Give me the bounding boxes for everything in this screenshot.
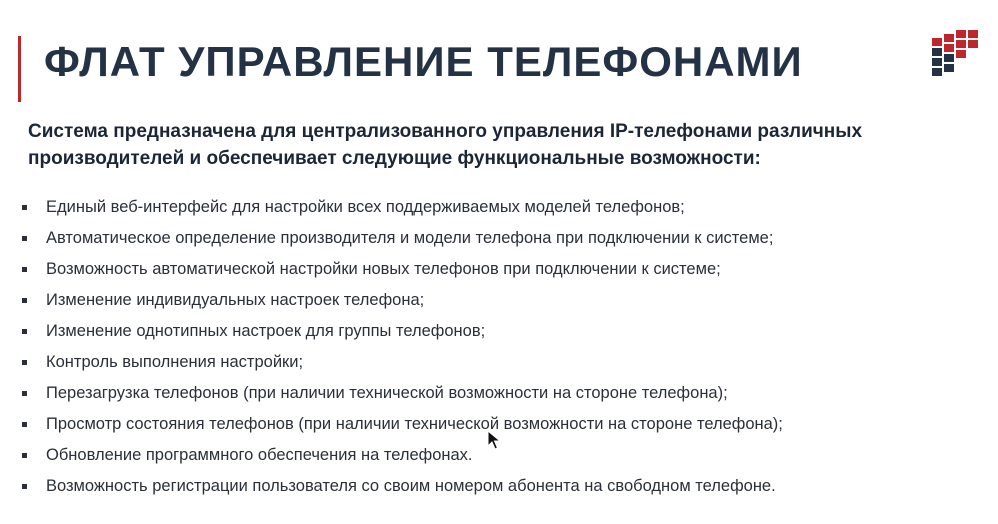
square-bullet-icon bbox=[22, 205, 27, 210]
square-bullet-icon bbox=[22, 267, 27, 272]
square-bullet-icon bbox=[22, 422, 27, 427]
square-bullet-icon bbox=[22, 329, 27, 334]
list-item bbox=[22, 192, 783, 223]
square-bullet-icon bbox=[22, 360, 27, 365]
list-item-text: Возможность автоматической настройки новых телефонов при подключении к системе; bbox=[46, 260, 721, 278]
list-item bbox=[22, 409, 783, 440]
page-title: ФЛАТ УПРАВЛЕНИЕ ТЕЛЕФОНАМИ bbox=[44, 38, 803, 85]
list-item-text: Контроль выполнения настройки; bbox=[46, 353, 304, 371]
list-item-text: Обновление программного обеспечения на телефонах. bbox=[46, 446, 473, 464]
list-item bbox=[22, 316, 783, 347]
square-bullet-icon bbox=[22, 298, 27, 303]
intro-paragraph: Система предназначена для централизованного управления IP-телефонами различных производителей и обеспечивает следующие функциональные возможности: bbox=[28, 121, 863, 169]
list-item-text: Возможность регистрации пользователя со своим номером абонента на свободном телефоне. bbox=[46, 477, 776, 495]
list-item bbox=[22, 223, 783, 254]
square-bullet-icon bbox=[22, 391, 27, 396]
company-logo-icon bbox=[926, 30, 980, 80]
list-item bbox=[22, 285, 783, 316]
mouse-pointer-icon bbox=[487, 430, 501, 450]
square-bullet-icon bbox=[22, 453, 27, 458]
list-item-text: Единый веб-интерфейс для настройки всех поддерживаемых моделей телефонов; bbox=[46, 198, 685, 216]
list-item-text: Автоматическое определение производителя и модели телефона при подключении к системе; bbox=[46, 229, 774, 247]
list-item bbox=[22, 378, 783, 409]
list-item bbox=[22, 440, 783, 471]
list-item-text: Изменение однотипных настроек для группы телефонов; bbox=[46, 322, 486, 340]
list-item bbox=[22, 254, 783, 285]
list-item-text: Изменение индивидуальных настроек телефона; bbox=[46, 291, 425, 309]
feature-list bbox=[22, 192, 783, 502]
title-accent-bar bbox=[18, 36, 21, 102]
square-bullet-icon bbox=[22, 236, 27, 241]
list-item bbox=[22, 471, 783, 502]
square-bullet-icon bbox=[22, 484, 27, 489]
list-item-text: Просмотр состояния телефонов (при наличии технической возможности на стороне телефона); bbox=[46, 415, 783, 433]
list-item-text: Перезагрузка телефонов (при наличии технической возможности на стороне телефона); bbox=[46, 384, 728, 402]
list-item bbox=[22, 347, 783, 378]
